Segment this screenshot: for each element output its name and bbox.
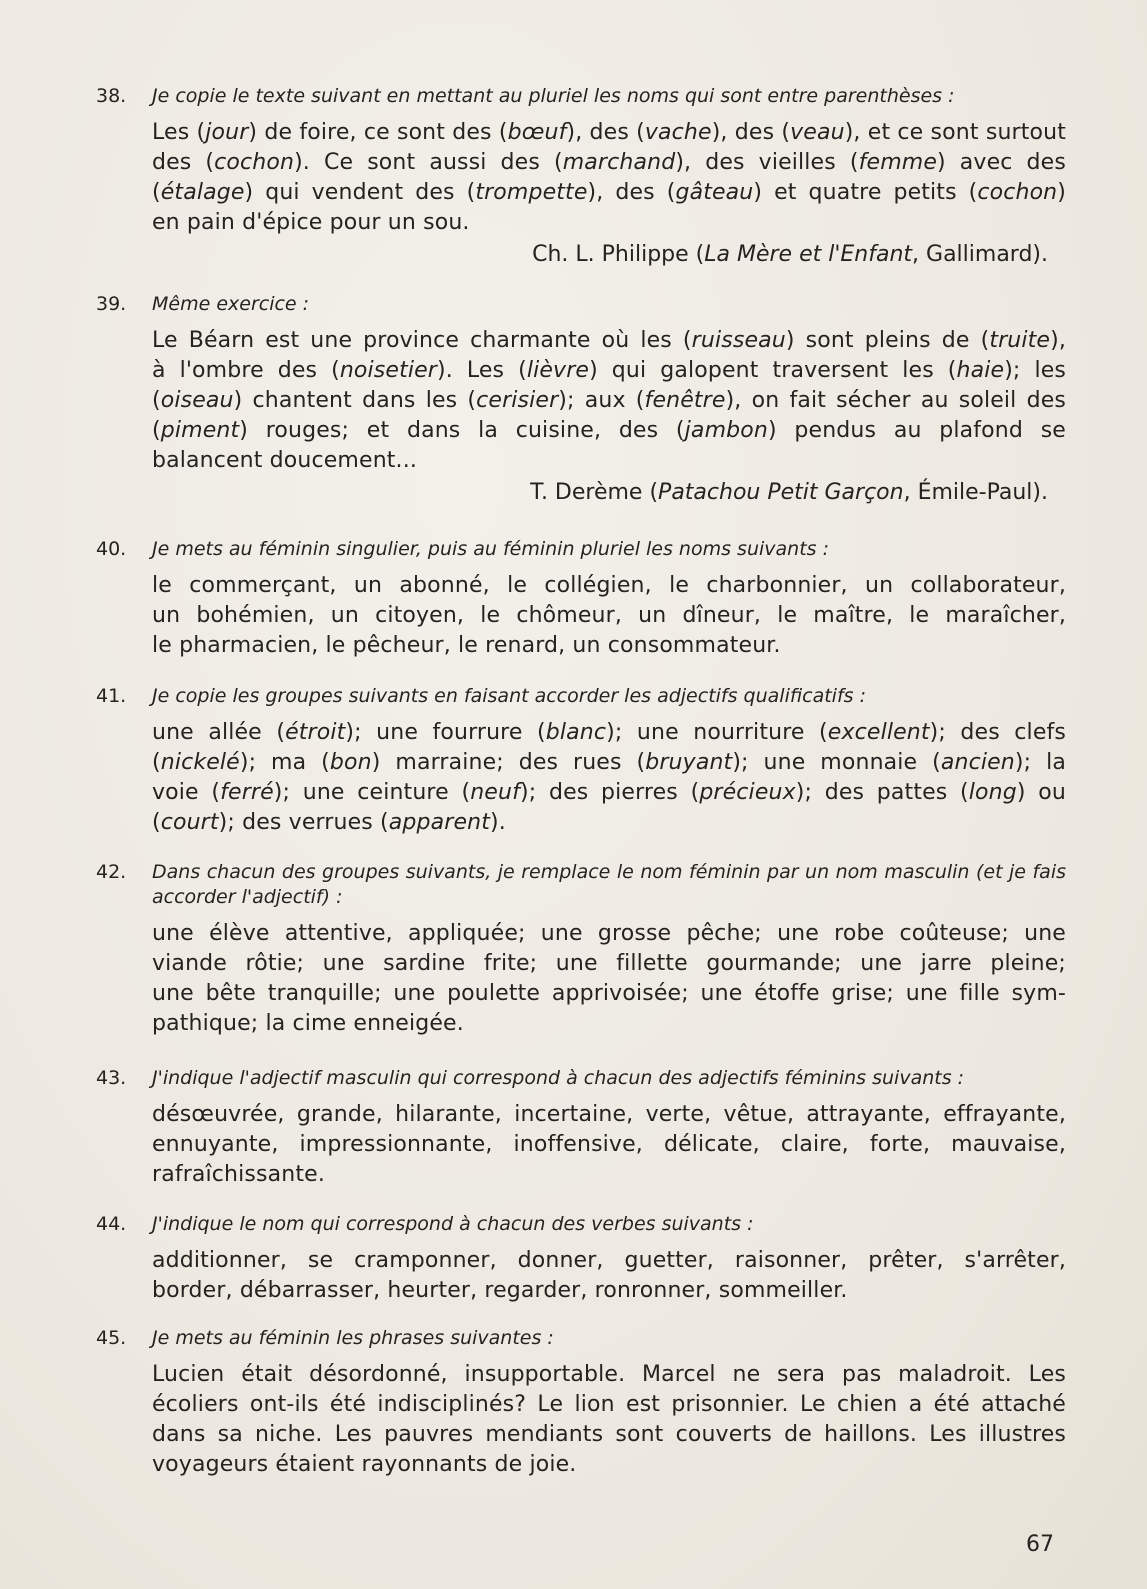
instruction-text: Dans chacun des groupes suivants, je remplace le nom féminin par un nom masculin (et je fais accorder l'adjectif) : (152, 861, 1066, 908)
text-line: (court); des verrues (apparent). (152, 810, 506, 835)
instruction-text: J'indique le nom qui correspond à chacun des verbes suivants : (152, 1213, 754, 1235)
exercise-instruction (96, 860, 1066, 910)
exercise-instruction (96, 537, 1066, 562)
instruction-text: Je copie le texte suivant en mettant au pluriel les noms qui sont entre parenthèses : (152, 85, 955, 107)
exercise-body (152, 718, 1066, 838)
text-line: le pharmacien, le pêcheur, le renard, un consommateur. (152, 633, 781, 658)
exercise-number: 39. (96, 293, 127, 315)
exercise-body (152, 1246, 1066, 1306)
exercise-body (152, 571, 1066, 661)
text-line: pathique; la cime enneigée. (152, 1011, 464, 1036)
text-line: désœuvrée, grande, hilarante, incertaine, verte, vêtue, attrayante, effrayante, (152, 1102, 1066, 1127)
exercise-number: 41. (96, 685, 127, 707)
instruction-text: J'indique l'adjectif masculin qui correspond à chacun des adjectifs féminins suivants : (152, 1067, 965, 1089)
exercise-number: 44. (96, 1213, 127, 1235)
text-line: (piment) rouges; et dans la cuisine, des (jambon) pendus au plafond se (152, 418, 1066, 443)
text-line: additionner, se cramponner, donner, guetter, raisonner, prêter, s'arrêter, (152, 1248, 1066, 1273)
exercise-44 (96, 1212, 1066, 1306)
text-line: rafraîchissante. (152, 1162, 325, 1187)
text-line: dans sa niche. Les pauvres mendiants sont couverts de haillons. Les illustres (152, 1422, 1066, 1447)
text-line: une élève attentive, appliquée; une grosse pêche; une robe coûteuse; une (152, 921, 1066, 946)
text-line: border, débarrasser, heurter, regarder, ronronner, sommeiller. (152, 1278, 848, 1303)
text-line: des (cochon). Ce sont aussi des (marchand), des vieilles (femme) avec des (152, 150, 1066, 175)
text-line: Lucien était désordonné, insupportable. Marcel ne sera pas maladroit. Les (152, 1362, 1066, 1387)
source-attribution: T. Derème (Patachou Petit Garçon, Émile-Paul). (530, 480, 1048, 505)
exercise-instruction (96, 1326, 1066, 1351)
text-line: Les (jour) de foire, ce sont des (bœuf), des (vache), des (veau), et ce sont surtout (152, 120, 1066, 145)
exercise-38 (96, 84, 1066, 270)
text-line: un bohémien, un citoyen, le chômeur, un dîneur, le maître, le maraîcher, (152, 603, 1066, 628)
exercise-45 (96, 1326, 1066, 1480)
text-line: Le Béarn est une province charmante où les (ruisseau) sont pleins de (truite), (152, 328, 1066, 353)
exercise-42 (96, 860, 1066, 1039)
exercise-number: 38. (96, 85, 127, 107)
instruction-text: Je copie les groupes suivants en faisant accorder les adjectifs qualificatifs : (152, 685, 866, 707)
page-number: 67 (1026, 1532, 1054, 1557)
text-line: à l'ombre des (noisetier). Les (lièvre) qui galopent traversent les (haie); les (152, 358, 1066, 383)
text-line: le commerçant, un abonné, le collégien, le charbonnier, un collaborateur, (152, 573, 1066, 598)
text-line: (nickelé); ma (bon) marraine; des rues (bruyant); une monnaie (ancien); la (152, 750, 1066, 775)
exercise-instruction (96, 292, 1066, 317)
exercise-40 (96, 537, 1066, 661)
text-line: voyageurs étaient rayonnants de joie. (152, 1452, 577, 1477)
text-line: en pain d'épice pour un sou. (152, 210, 470, 235)
text-line: (oiseau) chantent dans les (cerisier); aux (fenêtre), on fait sécher au soleil des (152, 388, 1066, 413)
exercise-41 (96, 684, 1066, 838)
exercise-body (152, 1360, 1066, 1480)
exercise-instruction (96, 84, 1066, 109)
exercise-instruction (96, 1212, 1066, 1237)
exercise-number: 43. (96, 1067, 127, 1089)
text-line: une bête tranquille; une poulette apprivoisée; une étoffe grise; une fille sym- (152, 981, 1066, 1006)
text-line: balancent doucement... (152, 448, 417, 473)
exercise-number: 40. (96, 538, 127, 560)
exercise-instruction (96, 684, 1066, 709)
source-attribution: Ch. L. Philippe (La Mère et l'Enfant, Gallimard). (532, 242, 1048, 267)
exercise-number: 42. (96, 861, 127, 883)
instruction-text: Je mets au féminin singulier, puis au féminin pluriel les noms suivants : (152, 538, 829, 560)
text-line: voie (ferré); une ceinture (neuf); des pierres (précieux); des pattes (long) ou (152, 780, 1066, 805)
text-line: écoliers ont-ils été indisciplinés? Le lion est prisonnier. Le chien a été attaché (152, 1392, 1066, 1417)
exercise-instruction (96, 1066, 1066, 1091)
exercise-body (152, 1100, 1066, 1190)
exercise-39 (96, 292, 1066, 508)
exercise-body (152, 118, 1066, 238)
instruction-text: Même exercice : (152, 293, 310, 315)
text-line: (étalage) qui vendent des (trompette), des (gâteau) et quatre petits (cochon) (152, 180, 1067, 205)
text-line: viande rôtie; une sardine frite; une fillette gourmande; une jarre pleine; (152, 951, 1066, 976)
exercise-number: 45. (96, 1327, 127, 1349)
exercise-body (152, 326, 1066, 476)
instruction-text: Je mets au féminin les phrases suivantes : (152, 1327, 554, 1349)
text-line: ennuyante, impressionnante, inoffensive, délicate, claire, forte, mauvaise, (152, 1132, 1066, 1157)
exercise-body (152, 919, 1066, 1039)
text-line: une allée (étroit); une fourrure (blanc); une nourriture (excellent); des clefs (152, 720, 1067, 745)
exercise-43 (96, 1066, 1066, 1190)
